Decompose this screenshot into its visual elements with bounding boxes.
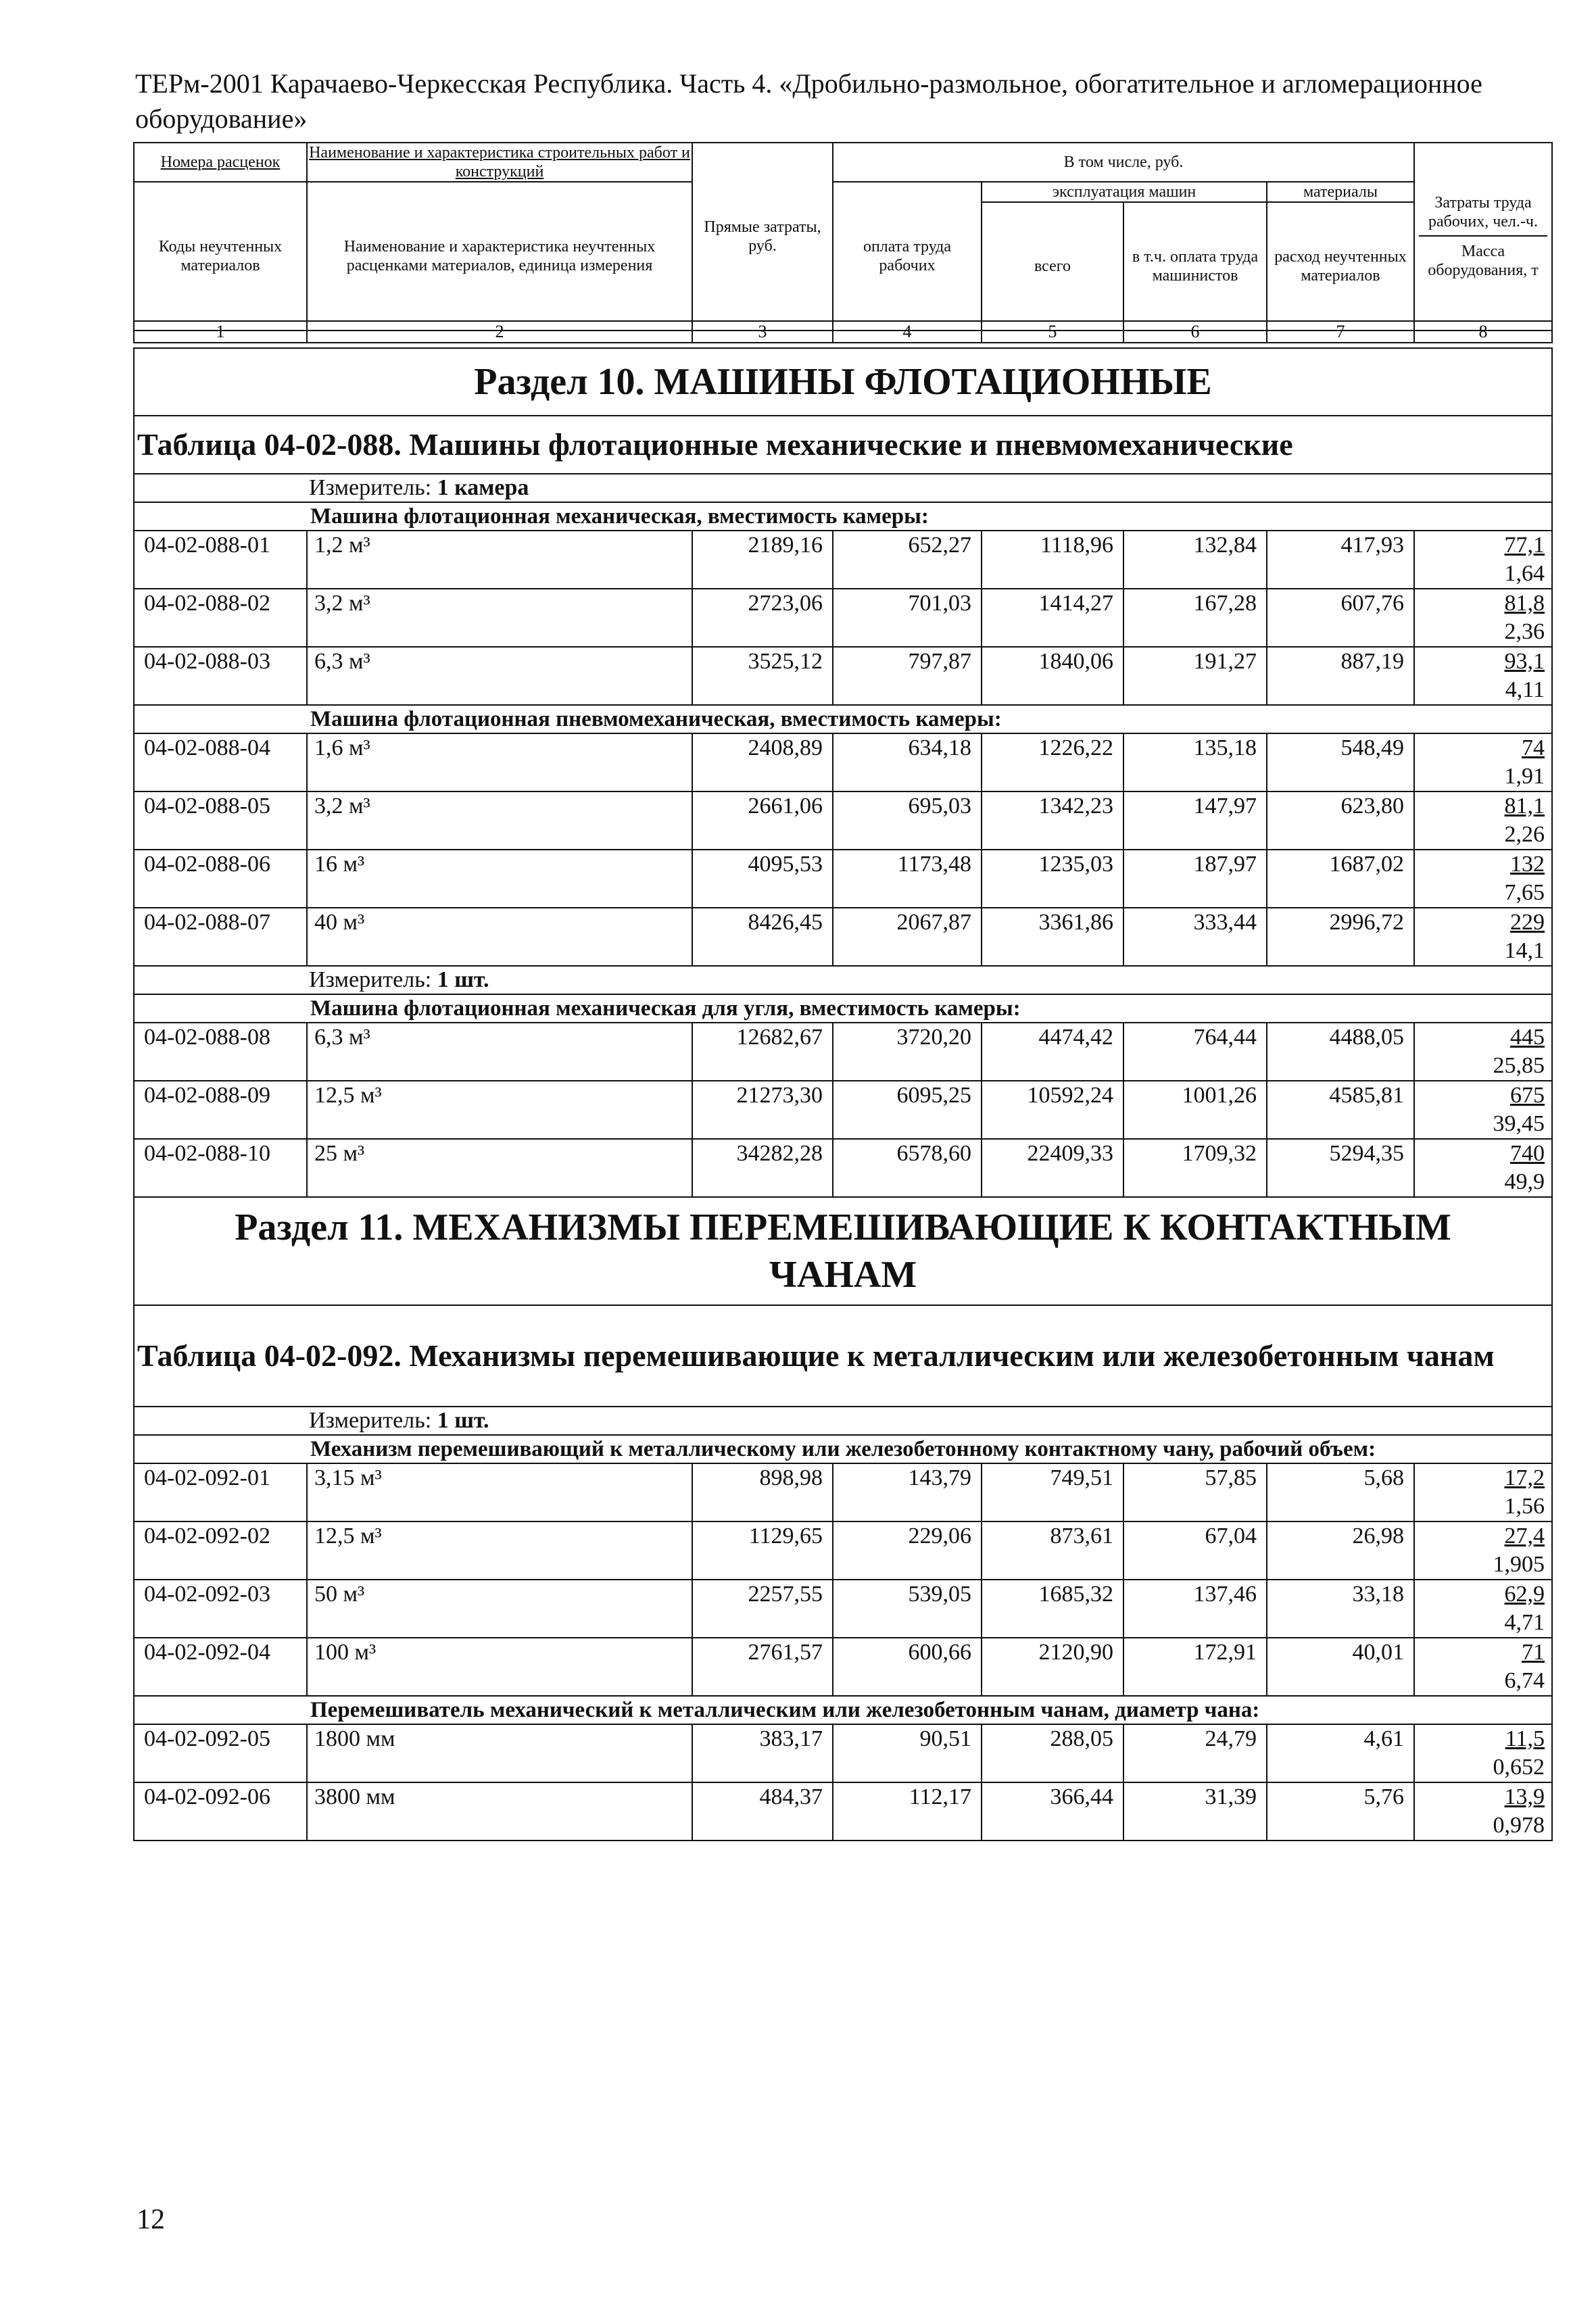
page-number: 12 bbox=[137, 2204, 165, 2235]
rate-code: 04-02-088-09 bbox=[134, 1081, 307, 1139]
machines-total: 22409,33 bbox=[982, 1139, 1123, 1197]
labor-costs: 13,9 bbox=[1504, 1784, 1545, 1809]
direct-costs: 2408,89 bbox=[692, 733, 833, 791]
materials-cost: 40,01 bbox=[1267, 1638, 1414, 1696]
table-row bbox=[134, 850, 1552, 908]
labor-mass-cell bbox=[1414, 1081, 1552, 1139]
equipment-mass: 7,65 bbox=[1504, 880, 1545, 905]
materials-cost: 2996,72 bbox=[1267, 908, 1414, 966]
labor-mass-cell bbox=[1414, 908, 1552, 966]
rate-code: 04-02-088-10 bbox=[134, 1139, 307, 1197]
col-number: 8 bbox=[1414, 321, 1552, 343]
labor-costs: 17,2 bbox=[1504, 1465, 1545, 1490]
rate-code: 04-02-088-07 bbox=[134, 908, 307, 966]
materials-cost: 607,76 bbox=[1267, 589, 1414, 647]
measure-label: Измеритель: bbox=[309, 967, 432, 992]
direct-costs: 2661,06 bbox=[692, 791, 833, 850]
rate-name: 6,3 м³ bbox=[307, 1023, 692, 1081]
materials-cost: 5,68 bbox=[1267, 1463, 1414, 1521]
table-row bbox=[134, 1521, 1552, 1580]
header-work-name: Наименование и характеристика строительных работ и конструкций bbox=[307, 143, 692, 182]
worker-pay: 112,17 bbox=[833, 1782, 982, 1841]
rate-name: 16 м³ bbox=[307, 850, 692, 908]
rate-name: 3800 мм bbox=[307, 1782, 692, 1841]
direct-costs: 898,98 bbox=[692, 1463, 833, 1521]
equipment-mass: 2,26 bbox=[1504, 822, 1545, 847]
operator-pay: 31,39 bbox=[1123, 1782, 1267, 1841]
machines-total: 10592,24 bbox=[982, 1081, 1123, 1139]
table-row bbox=[134, 733, 1552, 791]
header-equipment-mass: Масса оборудования, т bbox=[1428, 243, 1539, 279]
labor-costs: 93,1 bbox=[1504, 649, 1545, 674]
rate-code: 04-02-088-01 bbox=[134, 531, 307, 589]
worker-pay: 1173,48 bbox=[833, 850, 982, 908]
materials-cost: 1687,02 bbox=[1267, 850, 1414, 908]
table-row bbox=[134, 531, 1552, 589]
rate-name: 3,2 м³ bbox=[307, 589, 692, 647]
table-title: Таблица 04-02-092. Механизмы перемешивающие к металлическим или железобетонным чанам bbox=[137, 1338, 1495, 1373]
measure-label: Измеритель: bbox=[309, 475, 432, 500]
operator-pay: 132,84 bbox=[1123, 531, 1267, 589]
direct-costs: 8426,45 bbox=[692, 908, 833, 966]
equipment-mass: 39,45 bbox=[1493, 1111, 1545, 1136]
labor-mass-cell bbox=[1414, 1139, 1552, 1197]
worker-pay: 3720,20 bbox=[833, 1023, 982, 1081]
materials-cost: 417,93 bbox=[1267, 531, 1414, 589]
section-title: Раздел 10. МАШИНЫ ФЛОТАЦИОННЫЕ bbox=[474, 361, 1212, 403]
operator-pay: 24,79 bbox=[1123, 1724, 1267, 1782]
labor-costs: 71 bbox=[1522, 1640, 1545, 1665]
col-number: 7 bbox=[1267, 321, 1414, 343]
operator-pay: 172,91 bbox=[1123, 1638, 1267, 1696]
table-row bbox=[134, 1724, 1552, 1782]
materials-cost: 33,18 bbox=[1267, 1580, 1414, 1638]
col-number: 6 bbox=[1123, 321, 1267, 343]
table-row bbox=[134, 647, 1552, 705]
operator-pay: 137,46 bbox=[1123, 1580, 1267, 1638]
measure-unit bbox=[135, 1407, 1551, 1434]
header-operator-pay: в т.ч. оплата труда машинистов bbox=[1123, 202, 1267, 331]
column-header-table bbox=[133, 142, 1553, 331]
rate-name: 12,5 м³ bbox=[307, 1521, 692, 1580]
direct-costs: 2257,55 bbox=[692, 1580, 833, 1638]
worker-pay: 6578,60 bbox=[833, 1139, 982, 1197]
materials-cost: 4,61 bbox=[1267, 1724, 1414, 1782]
rate-code: 04-02-088-02 bbox=[134, 589, 307, 647]
measure-unit bbox=[135, 967, 1551, 994]
materials-cost: 5,76 bbox=[1267, 1782, 1414, 1841]
rate-code: 04-02-088-05 bbox=[134, 791, 307, 850]
worker-pay: 143,79 bbox=[833, 1463, 982, 1521]
rate-name: 50 м³ bbox=[307, 1580, 692, 1638]
equipment-mass: 1,64 bbox=[1504, 561, 1545, 586]
header-worker-pay: оплата труда рабочих bbox=[833, 182, 982, 331]
header-machines-total: всего bbox=[982, 202, 1123, 331]
materials-cost: 887,19 bbox=[1267, 647, 1414, 705]
header-material-name: Наименование и характеристика неучтенных расценками материалов, единица измерения bbox=[307, 182, 692, 331]
table-row bbox=[134, 589, 1552, 647]
worker-pay: 701,03 bbox=[833, 589, 982, 647]
rate-name: 6,3 м³ bbox=[307, 647, 692, 705]
rate-name: 12,5 м³ bbox=[307, 1081, 692, 1139]
header-material-codes: Коды неучтенных материалов bbox=[134, 182, 307, 331]
direct-costs: 21273,30 bbox=[692, 1081, 833, 1139]
labor-costs: 81,8 bbox=[1504, 591, 1545, 616]
direct-costs: 1129,65 bbox=[692, 1521, 833, 1580]
labor-costs: 62,9 bbox=[1504, 1582, 1545, 1607]
worker-pay: 539,05 bbox=[833, 1580, 982, 1638]
machines-total: 1685,32 bbox=[982, 1580, 1123, 1638]
header-including: В том числе, руб. bbox=[833, 143, 1414, 182]
direct-costs: 2189,16 bbox=[692, 531, 833, 589]
operator-pay: 167,28 bbox=[1123, 589, 1267, 647]
machines-total: 1235,03 bbox=[982, 850, 1123, 908]
labor-costs: 675 bbox=[1510, 1083, 1545, 1108]
table-row bbox=[134, 1139, 1552, 1197]
materials-cost: 4488,05 bbox=[1267, 1023, 1414, 1081]
rate-code: 04-02-092-05 bbox=[134, 1724, 307, 1782]
labor-costs: 81,1 bbox=[1504, 794, 1545, 819]
labor-mass-cell bbox=[1414, 647, 1552, 705]
equipment-mass: 4,11 bbox=[1505, 677, 1545, 702]
header-machine-operation: эксплуатация машин bbox=[982, 182, 1267, 202]
machines-total: 873,61 bbox=[982, 1521, 1123, 1580]
labor-mass-cell bbox=[1414, 1580, 1552, 1638]
equipment-mass: 14,1 bbox=[1504, 938, 1545, 963]
header-materials: материалы bbox=[1267, 182, 1414, 202]
worker-pay: 90,51 bbox=[833, 1724, 982, 1782]
group-heading: Машина флотационная механическая, вместимость камеры: bbox=[310, 504, 929, 529]
equipment-mass: 0,652 bbox=[1493, 1755, 1545, 1780]
operator-pay: 191,27 bbox=[1123, 647, 1267, 705]
labor-mass-cell bbox=[1414, 1521, 1552, 1580]
labor-costs: 132 bbox=[1510, 852, 1545, 877]
rate-code: 04-02-092-03 bbox=[134, 1580, 307, 1638]
materials-cost: 548,49 bbox=[1267, 733, 1414, 791]
operator-pay: 764,44 bbox=[1123, 1023, 1267, 1081]
equipment-mass: 1,91 bbox=[1504, 764, 1545, 789]
labor-costs: 77,1 bbox=[1504, 533, 1545, 558]
equipment-mass: 6,74 bbox=[1504, 1668, 1545, 1693]
measure-value: 1 шт. bbox=[437, 967, 489, 992]
direct-costs: 484,37 bbox=[692, 1782, 833, 1841]
rate-name: 40 м³ bbox=[307, 908, 692, 966]
table-row bbox=[134, 1081, 1552, 1139]
group-heading: Машина флотационная механическая для угля, вместимость камеры: bbox=[310, 996, 1021, 1021]
table-row bbox=[134, 908, 1552, 966]
equipment-mass: 1,56 bbox=[1504, 1494, 1545, 1519]
direct-costs: 4095,53 bbox=[692, 850, 833, 908]
operator-pay: 187,97 bbox=[1123, 850, 1267, 908]
labor-mass-cell bbox=[1414, 733, 1552, 791]
worker-pay: 695,03 bbox=[833, 791, 982, 850]
measure-value: 1 камера bbox=[437, 475, 529, 500]
header-rate-numbers: Номера расценок bbox=[134, 143, 307, 182]
labor-costs: 740 bbox=[1510, 1141, 1545, 1166]
labor-costs: 27,4 bbox=[1504, 1524, 1545, 1549]
operator-pay: 147,97 bbox=[1123, 791, 1267, 850]
rate-code: 04-02-088-03 bbox=[134, 647, 307, 705]
direct-costs: 3525,12 bbox=[692, 647, 833, 705]
equipment-mass: 0,978 bbox=[1493, 1813, 1545, 1838]
header-labor-costs: Затраты труда рабочих, чел.-ч. bbox=[1419, 193, 1547, 237]
machines-total: 1118,96 bbox=[982, 531, 1123, 589]
table-row bbox=[134, 1782, 1552, 1841]
col-number: 5 bbox=[982, 321, 1123, 343]
header-material-consumption: расход неучтенных материалов bbox=[1267, 202, 1414, 331]
materials-cost: 623,80 bbox=[1267, 791, 1414, 850]
group-heading: Механизм перемешивающий к металлическому или железобетонному контактному чану, рабочий объем: bbox=[310, 1437, 1376, 1461]
worker-pay: 6095,25 bbox=[833, 1081, 982, 1139]
labor-costs: 11,5 bbox=[1505, 1726, 1545, 1751]
materials-cost: 26,98 bbox=[1267, 1521, 1414, 1580]
operator-pay: 1709,32 bbox=[1123, 1139, 1267, 1197]
header-direct-costs: Прямые затраты, руб. bbox=[692, 143, 833, 331]
direct-costs: 383,17 bbox=[692, 1724, 833, 1782]
machines-total: 749,51 bbox=[982, 1463, 1123, 1521]
direct-costs: 12682,67 bbox=[692, 1023, 833, 1081]
direct-costs: 34282,28 bbox=[692, 1139, 833, 1197]
labor-costs: 229 bbox=[1510, 910, 1545, 935]
col-number: 1 bbox=[134, 321, 307, 343]
measure-unit bbox=[135, 474, 1551, 502]
column-numbers-row bbox=[133, 320, 1553, 343]
worker-pay: 652,27 bbox=[833, 531, 982, 589]
worker-pay: 600,66 bbox=[833, 1638, 982, 1696]
labor-mass-cell bbox=[1414, 1638, 1552, 1696]
main-table bbox=[133, 347, 1553, 1841]
machines-total: 1342,23 bbox=[982, 791, 1123, 850]
rate-name: 1800 мм bbox=[307, 1724, 692, 1782]
machines-total: 4474,42 bbox=[982, 1023, 1123, 1081]
group-heading: Машина флотационная пневмомеханическая, вместимость камеры: bbox=[310, 707, 1002, 731]
labor-mass-cell bbox=[1414, 531, 1552, 589]
labor-mass-cell bbox=[1414, 1782, 1552, 1841]
worker-pay: 229,06 bbox=[833, 1521, 982, 1580]
machines-total: 288,05 bbox=[982, 1724, 1123, 1782]
table-title: Таблица 04-02-088. Машины флотационные механические и пневмомеханические bbox=[137, 427, 1293, 462]
machines-total: 2120,90 bbox=[982, 1638, 1123, 1696]
equipment-mass: 25,85 bbox=[1493, 1053, 1545, 1078]
operator-pay: 57,85 bbox=[1123, 1463, 1267, 1521]
machines-total: 1226,22 bbox=[982, 733, 1123, 791]
rate-name: 1,6 м³ bbox=[307, 733, 692, 791]
rate-name: 100 м³ bbox=[307, 1638, 692, 1696]
labor-mass-cell bbox=[1414, 589, 1552, 647]
table-row bbox=[134, 1023, 1552, 1081]
rate-code: 04-02-092-06 bbox=[134, 1782, 307, 1841]
rate-name: 3,2 м³ bbox=[307, 791, 692, 850]
direct-costs: 2761,57 bbox=[692, 1638, 833, 1696]
operator-pay: 67,04 bbox=[1123, 1521, 1267, 1580]
labor-costs: 445 bbox=[1510, 1025, 1545, 1050]
worker-pay: 797,87 bbox=[833, 647, 982, 705]
rate-name: 3,15 м³ bbox=[307, 1463, 692, 1521]
table-row bbox=[134, 791, 1552, 850]
materials-cost: 4585,81 bbox=[1267, 1081, 1414, 1139]
equipment-mass: 49,9 bbox=[1504, 1169, 1545, 1194]
machines-total: 1414,27 bbox=[982, 589, 1123, 647]
labor-mass-cell bbox=[1414, 1724, 1552, 1782]
machines-total: 3361,86 bbox=[982, 908, 1123, 966]
materials-cost: 5294,35 bbox=[1267, 1139, 1414, 1197]
equipment-mass: 4,71 bbox=[1504, 1610, 1545, 1635]
col-number: 2 bbox=[307, 321, 692, 343]
operator-pay: 135,18 bbox=[1123, 733, 1267, 791]
operator-pay: 1001,26 bbox=[1123, 1081, 1267, 1139]
labor-mass-cell bbox=[1414, 1463, 1552, 1521]
table-row bbox=[134, 1463, 1552, 1521]
rate-name: 1,2 м³ bbox=[307, 531, 692, 589]
header-labor-mass bbox=[1414, 143, 1552, 331]
rate-code: 04-02-088-04 bbox=[134, 733, 307, 791]
worker-pay: 634,18 bbox=[833, 733, 982, 791]
measure-label: Измеритель: bbox=[309, 1408, 432, 1433]
direct-costs: 2723,06 bbox=[692, 589, 833, 647]
table-row bbox=[134, 1580, 1552, 1638]
rate-code: 04-02-092-04 bbox=[134, 1638, 307, 1696]
equipment-mass: 1,905 bbox=[1493, 1552, 1545, 1577]
machines-total: 366,44 bbox=[982, 1782, 1123, 1841]
measure-value: 1 шт. bbox=[437, 1408, 489, 1433]
labor-costs: 74 bbox=[1522, 735, 1545, 760]
labor-mass-cell bbox=[1414, 1023, 1552, 1081]
operator-pay: 333,44 bbox=[1123, 908, 1267, 966]
rate-code: 04-02-092-02 bbox=[134, 1521, 307, 1580]
rate-name: 25 м³ bbox=[307, 1139, 692, 1197]
labor-mass-cell bbox=[1414, 850, 1552, 908]
group-heading: Перемешиватель механический к металлическим или железобетонным чанам, диаметр чана: bbox=[310, 1698, 1260, 1722]
col-number: 4 bbox=[833, 321, 982, 343]
col-number: 3 bbox=[692, 321, 833, 343]
rate-code: 04-02-088-06 bbox=[134, 850, 307, 908]
section-title: Раздел 11. МЕХАНИЗМЫ ПЕРЕМЕШИВАЮЩИЕ К КОНТАКТНЫМ ЧАНАМ bbox=[235, 1207, 1451, 1296]
document-title: ТЕРм-2001 Карачаево-Черкесская Республика. Часть 4. «Дробильно-размольное, обогатительное и агломерационное оборудование» bbox=[135, 68, 1482, 134]
worker-pay: 2067,87 bbox=[833, 908, 982, 966]
rate-code: 04-02-092-01 bbox=[134, 1463, 307, 1521]
equipment-mass: 2,36 bbox=[1504, 619, 1545, 644]
machines-total: 1840,06 bbox=[982, 647, 1123, 705]
table-row bbox=[134, 1638, 1552, 1696]
labor-mass-cell bbox=[1414, 791, 1552, 850]
rate-code: 04-02-088-08 bbox=[134, 1023, 307, 1081]
